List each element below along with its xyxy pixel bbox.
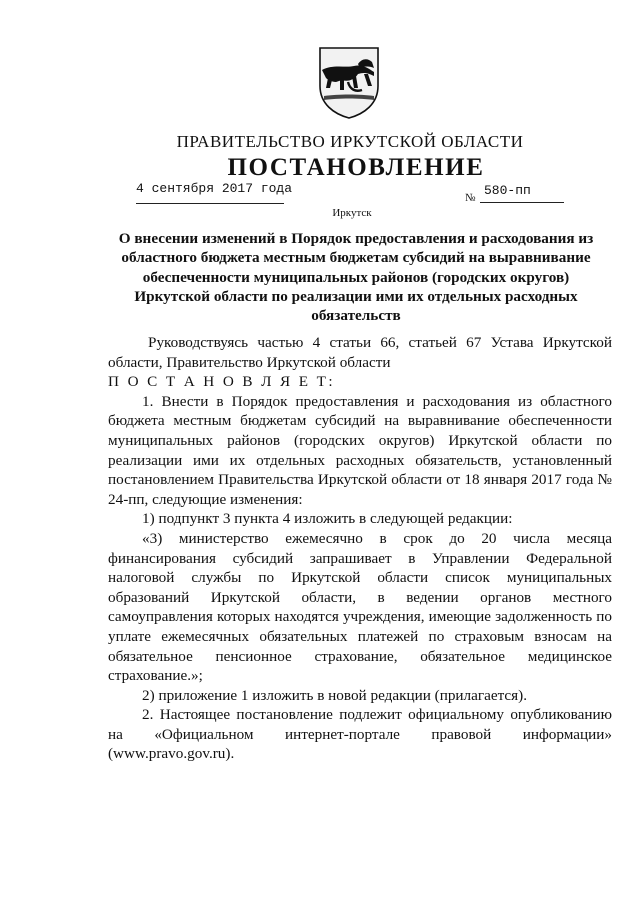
document-number: 580-пп — [484, 183, 531, 198]
subparagraph-2: 2) приложение 1 изложить в новой редакции (прилагается). — [142, 686, 527, 704]
document-type: ПОСТАНОВЛЕНИЕ — [227, 154, 485, 181]
number-underline — [480, 202, 564, 203]
document-body — [108, 333, 612, 764]
paragraph-1: 1. Внести в Порядок предоставления и расходования из областного бюджета местным бюджетам субсидий на выравнивание обеспеченности муниципальных районов (городских округов) Иркутской области по реализации ими их отдельных расходных обязательств, установленный постановлением Правительства Иркутской области от 18 января 2017 года № 24-пп, следующие изменения: — [108, 392, 612, 508]
government-name: ПРАВИТЕЛЬСТВО ИРКУТСКОЙ ОБЛАСТИ — [176, 132, 524, 151]
irkutsk-coat-of-arms-icon — [318, 46, 380, 120]
decree-word: П О С Т А Н О В Л Я Е Т: — [108, 373, 335, 391]
paragraph-2: 2. Настоящее постановление подлежит официальному опубликованию на «Официальном интернет-портале правовой информации» (www.pravo.gov.ru). — [108, 706, 612, 763]
document-date: 4 сентября 2017 года — [136, 181, 293, 196]
subparagraph-1: 1) подпункт 3 пункта 4 изложить в следующей редакции: — [142, 510, 513, 528]
document-city: Иркутск — [332, 207, 372, 219]
preamble: Руководствуясь частью 4 статьи 66, статьей 67 Устава Иркутской области, Правительство Иркутской области — [108, 334, 612, 371]
number-sign: № — [465, 192, 476, 204]
amendment-text: «3) министерство ежемесячно в срок до 20 числа месяца финансирования субсидий запрашивает в Управлении Федеральной налоговой службы по Иркутской области список муниципальных образований Иркутской области, в ведении органов местного самоуправления которых находятся учреждения, имеющие задолженность по уплате ежемесячных обязательных платежей по страховым взносам на обязательное пенсионное страхование, обязательное медицинское страхование.»; — [108, 529, 612, 685]
document-title: О внесении изменений в Порядок предоставления и расходования из областного бюджета местным бюджетам субсидий на выравнивание обеспеченности муниципальных районов (городских округов) Иркутской области по реализации ими их отдельных расходных обязательств — [118, 230, 594, 325]
date-underline — [136, 203, 284, 204]
